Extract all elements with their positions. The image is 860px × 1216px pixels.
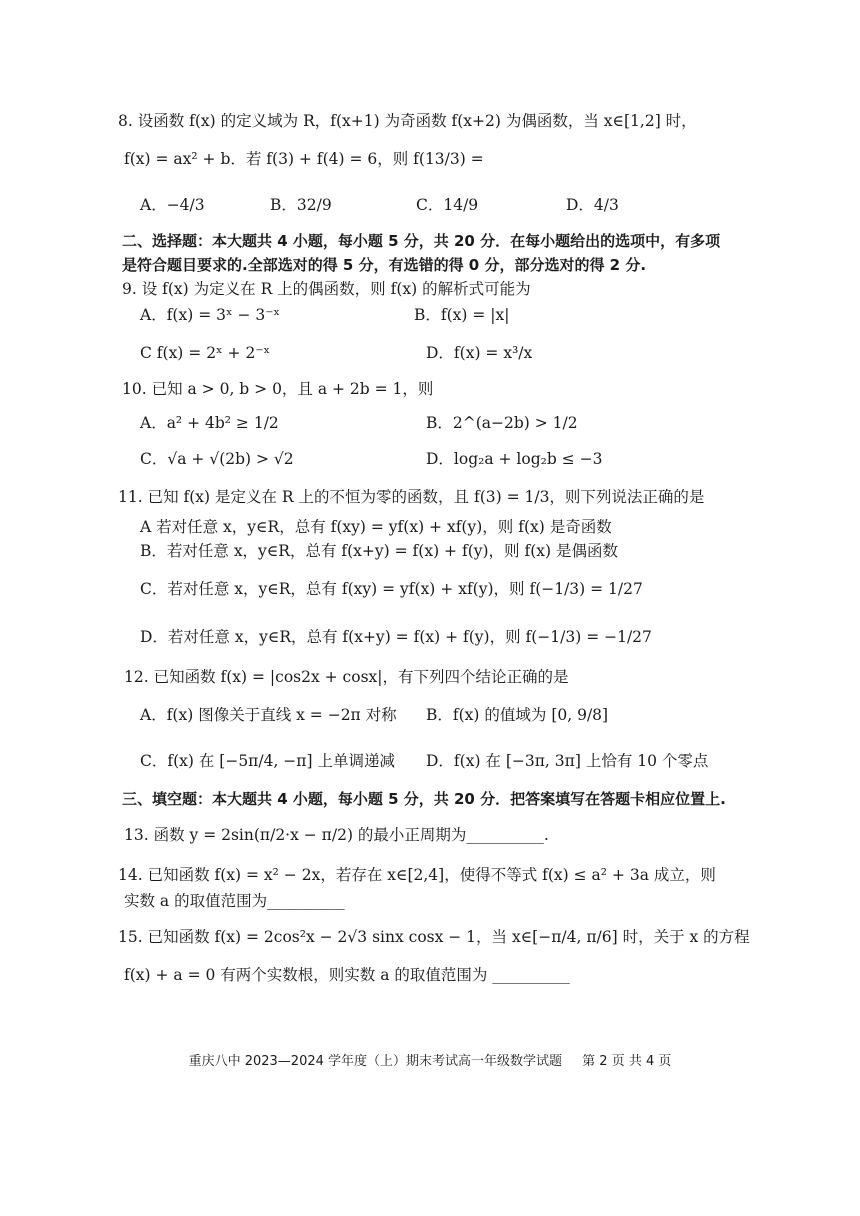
q13-stem: 13. 函数 y = 2sin(π/2·x − π/2) 的最小正周期为__________. [124, 826, 549, 844]
q14-stem-line1: 14. 已知函数 f(x) = x² − 2x，若存在 x∈[2,4]，使得不等式 f(x) ≤ a² + 3a 成立，则 [118, 866, 716, 884]
q14-stem-line2: 实数 a 的取值范围为__________ [124, 892, 345, 910]
q8-option-c: C．14/9 [416, 196, 479, 214]
q11-option-d: D．若对任意 x，y∈R，总有 f(x+y) = f(x) + f(y)，则 f(−1/3) = −1/27 [140, 628, 652, 646]
footer-exam-title: 重庆八中 2023—2024 学年度（上）期末考试高一年级数学试题 [188, 1054, 563, 1069]
q8-stem-line2: f(x) = ax² + b．若 f(3) + f(4) = 6，则 f(13/3) = [124, 150, 484, 168]
q10-option-c: C．√a + √(2b) > √2 [140, 450, 294, 468]
q12-option-c: C．f(x) 在 [−5π/4, −π] 上单调递减 [140, 752, 395, 770]
q9-stem: 9. 设 f(x) 为定义在 R 上的偶函数，则 f(x) 的解析式可能为 [122, 280, 531, 298]
q9-option-b: B．f(x) = |x| [414, 306, 510, 324]
section2-heading-line2: 是符合题目要求的.全部选对的得 5 分，有选错的得 0 分，部分选对的得 2 分. [122, 256, 647, 274]
q10-option-a: A．a² + 4b² ≥ 1/2 [140, 414, 279, 432]
q11-option-a: A 若对任意 x，y∈R，总有 f(xy) = yf(x) + xf(y)，则 f(x) 是奇函数 [140, 518, 612, 536]
q12-option-a: A．f(x) 图像关于直线 x = −2π 对称 [140, 706, 397, 724]
q12-stem: 12. 已知函数 f(x) = |cos2x + cosx|，有下列四个结论正确的是 [124, 668, 569, 686]
q8-stem-line1: 8. 设函数 f(x) 的定义域为 R，f(x+1) 为奇函数 f(x+2) 为偶函数，当 x∈[1,2] 时， [118, 112, 697, 130]
q8-option-d: D．4/3 [566, 196, 619, 214]
q15-stem-line2: f(x) + a = 0 有两个实数根，则实数 a 的取值范围为 __________ [124, 966, 570, 984]
q10-option-d: D．log₂a + log₂b ≤ −3 [426, 450, 603, 468]
q9-option-d: D．f(x) = x³/x [426, 344, 533, 362]
q10-stem: 10. 已知 a > 0, b > 0，且 a + 2b = 1，则 [122, 380, 434, 398]
footer-page-number: 第 2 页 共 4 页 [582, 1054, 672, 1069]
section3-heading: 三、填空题：本大题共 4 小题，每小题 5 分，共 20 分．把答案填写在答题卡相应位置上. [122, 790, 726, 808]
q12-option-b: B．f(x) 的值域为 [0, 9/8] [426, 706, 609, 724]
q9-option-c: C f(x) = 2ˣ + 2⁻ˣ [140, 344, 271, 362]
page-footer [0, 1050, 860, 1069]
q15-stem-line1: 15. 已知函数 f(x) = 2cos²x − 2√3 sinx cosx − 1，当 x∈[−π/4, π/6] 时，关于 x 的方程 [118, 928, 750, 946]
q8-option-b: B．32/9 [270, 196, 332, 214]
q12-option-d: D．f(x) 在 [−3π, 3π] 上恰有 10 个零点 [426, 752, 709, 770]
q11-option-b: B．若对任意 x，y∈R，总有 f(x+y) = f(x) + f(y)，则 f(x) 是偶函数 [140, 542, 618, 560]
section2-heading-line1: 二、选择题：本大题共 4 小题，每小题 5 分，共 20 分．在每小题给出的选项中，有多项 [122, 232, 721, 250]
q8-option-a: A．−4/3 [140, 196, 205, 214]
q11-stem: 11. 已知 f(x) 是定义在 R 上的不恒为零的函数，且 f(3) = 1/3，则下列说法正确的是 [118, 488, 705, 506]
q9-option-a: A．f(x) = 3ˣ − 3⁻ˣ [140, 306, 280, 324]
q11-option-c: C．若对任意 x，y∈R，总有 f(xy) = yf(x) + xf(y)，则 f(−1/3) = 1/27 [140, 580, 643, 598]
q10-option-b: B．2^(a−2b) > 1/2 [426, 414, 578, 432]
